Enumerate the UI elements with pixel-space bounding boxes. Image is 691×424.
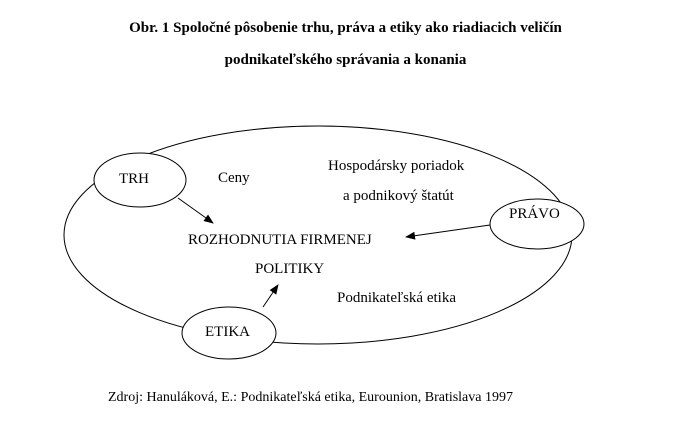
center-label-line-2: POLITIKY (255, 261, 325, 277)
source-citation: Zdroj: Hanuláková, E.: Podnikateľská etika, Eurounion, Bratislava 1997 (108, 390, 513, 405)
pravo-node-label: PRÁVO (509, 206, 560, 222)
podnikatelska-etika-label: Podnikateľská etika (337, 290, 456, 306)
hospodarsky-poriadok-label: Hospodársky poriadok (328, 158, 465, 174)
figure-title-line-1: Obr. 1 Spoločné pôsobenie trhu, práva a etiky ako riadiacich veličín (129, 20, 562, 36)
etika-node-label: ETIKA (205, 324, 250, 340)
figure-title-line-2: podnikateľského správania a konania (224, 52, 467, 68)
arrow-trh-to-center (178, 198, 213, 223)
trh-node-label: TRH (119, 171, 149, 187)
ceny-label: Ceny (218, 170, 250, 186)
podnikovy-statut-label: a podnikový štatút (343, 188, 454, 204)
arrow-etika-to-center (263, 285, 278, 307)
center-label-line-1: ROZHODNUTIA FIRMENEJ (188, 232, 372, 248)
arrow-pravo-to-center (406, 225, 490, 237)
